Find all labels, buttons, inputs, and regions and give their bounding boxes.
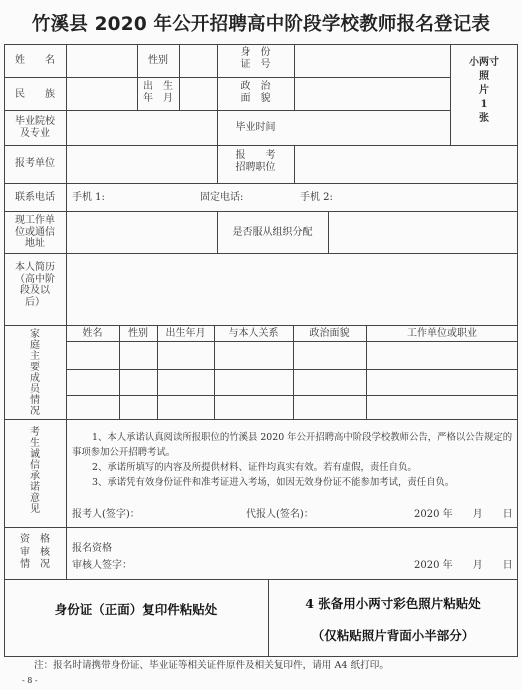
label-politics: 政 治 面 貌 <box>240 81 271 104</box>
photo-paste-line2: （仅粘贴照片背面小半部分） <box>311 628 475 643</box>
family-header-politics: 政治面貌 <box>309 328 350 339</box>
family-header-work: 工作单位或职业 <box>407 328 477 339</box>
family-header-gender: 性别 <box>128 328 148 339</box>
label-id-card: 身 份 证 号 <box>240 47 271 70</box>
footnote: 注：报名时请携带身份证、毕业证等相关证件原件及相关复印件，请用 A4 纸打印。 <box>34 660 389 671</box>
review-date: 2020 年 月 日 <box>414 560 513 571</box>
reviewer-signature: 审核人签字： <box>72 560 132 571</box>
agent-signature: 代报人(签名)： <box>246 509 314 520</box>
mobile2-label: 手机 2: <box>300 192 333 203</box>
label-ethnicity: 民 族 <box>15 89 55 100</box>
family-header-relation: 与本人关系 <box>228 328 279 339</box>
label-gender: 性别 <box>148 55 168 66</box>
label-resume: 本人简历 （高中阶 段及以 后） <box>15 262 55 308</box>
page-number: - 8 - <box>22 676 38 685</box>
landline-label: 固定电话: <box>200 192 244 203</box>
label-work-address: 现工作单 位或通信 地址 <box>15 215 55 249</box>
photo-paste-line1: 4 张备用小两寸彩色照片粘贴处 <box>305 596 481 611</box>
label-name: 姓 名 <box>15 55 55 66</box>
label-school-major: 毕业院校 及专业 <box>15 116 55 139</box>
applicant-signature: 报考人(签字)： <box>72 509 140 520</box>
review-qualification: 报名资格 <box>72 543 112 554</box>
form-title: 竹溪县 2020 年公开招聘高中阶段学校教师报名登记表 <box>31 14 491 35</box>
label-pledge: 考 生 诚 信 承 诺 意 见 <box>30 427 40 515</box>
label-grad-time: 毕业时间 <box>235 122 276 133</box>
label-apply-unit: 报考单位 <box>15 158 55 169</box>
photo-box: 小两寸 照 片 1 张 <box>469 57 499 124</box>
label-apply-post: 报 考 招聘职位 <box>235 150 276 173</box>
pledge-date: 2020 年 月 日 <box>414 509 513 520</box>
label-contact-phone: 联系电话 <box>15 192 55 203</box>
family-header-birth: 出生年月 <box>165 328 206 339</box>
pledge-item-3: 3、承诺凭有效身份证件和准考证进入考场，如因无效身份证不能参加考试，责任自负。 <box>92 477 455 488</box>
label-family: 家 庭 主 要 成 员 情 况 <box>30 329 40 417</box>
label-birth: 出 生 年 月 <box>143 81 173 104</box>
pledge-item-2: 2、承诺所填写的内容及所提供材料、证件均真实有效。若有虚假，责任自负。 <box>92 462 417 473</box>
label-obey-assign: 是否服从组织分配 <box>232 227 313 238</box>
family-header-name: 姓名 <box>82 328 103 339</box>
id-copy-paste-area: 身份证（正面）复印件粘贴处 <box>54 602 218 617</box>
mobile1-label: 手机 1: <box>72 192 105 203</box>
label-review: 资 格 审 核 情 况 <box>20 534 50 570</box>
pledge-item-1: 1、本人承诺认真阅读所报职位的竹溪县 2020 年公开招聘高中阶段学校教师公告，严格以公告规定的事项参加公开招聘考试。 <box>72 432 513 458</box>
